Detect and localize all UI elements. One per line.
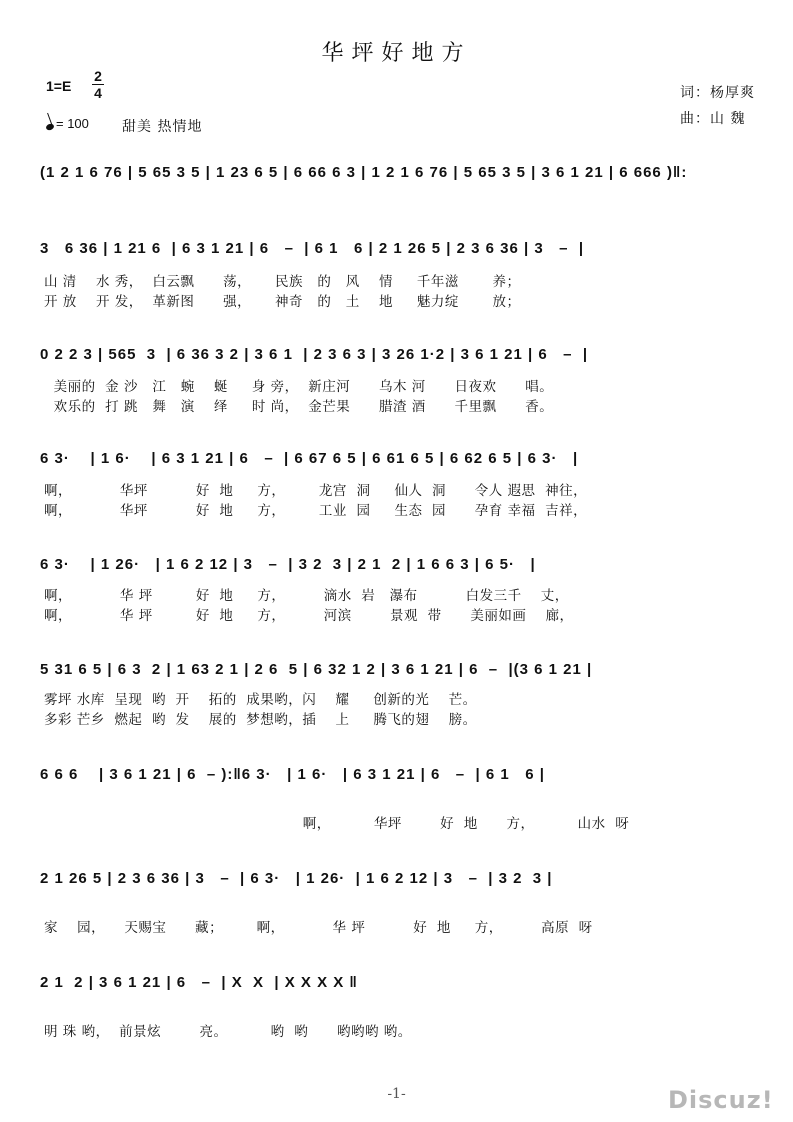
page-number: -1- (387, 1086, 406, 1102)
tempo-marking (46, 116, 89, 131)
lyric-line-5-verse-2: 啊， 华 坪 好 地 方， 河滨 景观 带 美丽如画 廊， (44, 608, 574, 624)
notation-line-7: 6 6 6 | 3 6 1 21 | 6 – ):‖6 3· | 1 6· | 6 3 1 21 | 6 – | 6 1 6 | (40, 766, 545, 783)
lyric-line-3-verse-1: 美丽的 金 沙 江 蜿 蜒 身 旁， 新庄河 乌木 河 日夜欢 唱。 (44, 379, 554, 395)
notation-line-1: (1 2 1 6 76 | 5 65 3 5 | 1 23 6 5 | 6 66 6 3 | 1 2 1 6 76 | 5 65 3 5 | 3 6 1 21 | 6 666 )‖: (40, 164, 688, 181)
notation-line-9: 2 1 2 | 3 6 1 21 | 6 – | X X | X X X X ‖ (40, 974, 358, 991)
time-signature (92, 68, 104, 101)
lyric-line-3-verse-2: 欢乐的 打 跳 舞 演 绎 时 尚， 金芒果 腊渣 酒 千里飘 香。 (44, 399, 554, 415)
lyric-line-7: 啊， 华坪 好 地 方， 山水 呀 (44, 816, 630, 832)
notation-line-4: 6 3· | 1 6· | 6 3 1 21 | 6 – | 6 67 6 5 | 6 61 6 5 | 6 62 6 5 | 6 3· | (40, 450, 579, 467)
notation-line-3: 0 2 2 3 | 565 3 | 6 36 3 2 | 3 6 1 | 2 3 6 3 | 3 26 1·2 | 3 6 1 21 | 6 – | (40, 346, 589, 363)
lyric-line-4-verse-1: 啊， 华坪 好 地 方， 龙宫 洞 仙人 洞 令人 遐思 神往， (44, 483, 588, 499)
notation-line-6: 5 31 6 5 | 6 3 2 | 1 63 2 1 | 2 6 5 | 6 32 1 2 | 3 6 1 21 | 6 – |(3 6 1 21 | (40, 661, 593, 678)
composer-credit: 曲：山 魏 (680, 111, 746, 127)
notation-line-2: 3 6 36 | 1 21 6 | 6 3 1 21 | 6 – | 6 1 6 | 2 1 26 5 | 2 3 6 36 | 3 – | (40, 240, 585, 257)
site-watermark: Discuz! (668, 1086, 774, 1114)
lyric-line-4-verse-2: 啊， 华坪 好 地 方， 工业 园 生态 园 孕育 幸福 吉祥， (44, 503, 588, 519)
lyric-line-6-verse-1: 雾坪 水库 呈现 哟 开 拓的 成果哟，闪 耀 创新的光 芒。 (44, 692, 477, 708)
song-title: 华坪好地方 (321, 41, 472, 66)
quarter-note-icon (45, 123, 55, 131)
time-signature-bottom: 4 (94, 85, 102, 101)
notation-line-5: 6 3· | 1 26· | 1 6 2 12 | 3 – | 3 2 3 | 2 1 2 | 1 6 6 3 | 6 5· | (40, 556, 536, 573)
lyric-line-9: 明 珠 哟， 前景炫 亮。 哟 哟 哟哟哟 哟。 (44, 1024, 412, 1040)
lyric-line-2-verse-2: 开 放 开 发， 革新图 强， 神奇 的 土 地 魅力绽 放； (44, 294, 521, 310)
lyric-line-5-verse-1: 啊， 华 坪 好 地 方， 滴水 岩 瀑布 白发三千 丈， (44, 588, 569, 604)
tempo-value: = 100 (56, 116, 89, 131)
notation-line-8: 2 1 26 5 | 2 3 6 36 | 3 – | 6 3· | 1 26· | 1 6 2 12 | 3 – | 3 2 3 | (40, 870, 553, 887)
lyricist-credit: 词：杨厚爽 (680, 85, 755, 101)
lyric-line-2-verse-1: 山 清 水 秀， 白云飘 荡， 民族 的 风 情 千年滋 养； (44, 274, 521, 290)
lyric-line-6-verse-2: 多彩 芒乡 燃起 哟 发 展的 梦想哟，插 上 腾飞的翅 膀。 (44, 712, 477, 728)
time-signature-top: 2 (94, 68, 102, 84)
lyric-line-8: 家 园， 天赐宝 藏； 啊， 华 坪 好 地 方， 高原 呀 (44, 920, 593, 936)
expression-marking: 甜美 热情地 (122, 119, 203, 135)
key-signature: 1=E (46, 78, 72, 94)
